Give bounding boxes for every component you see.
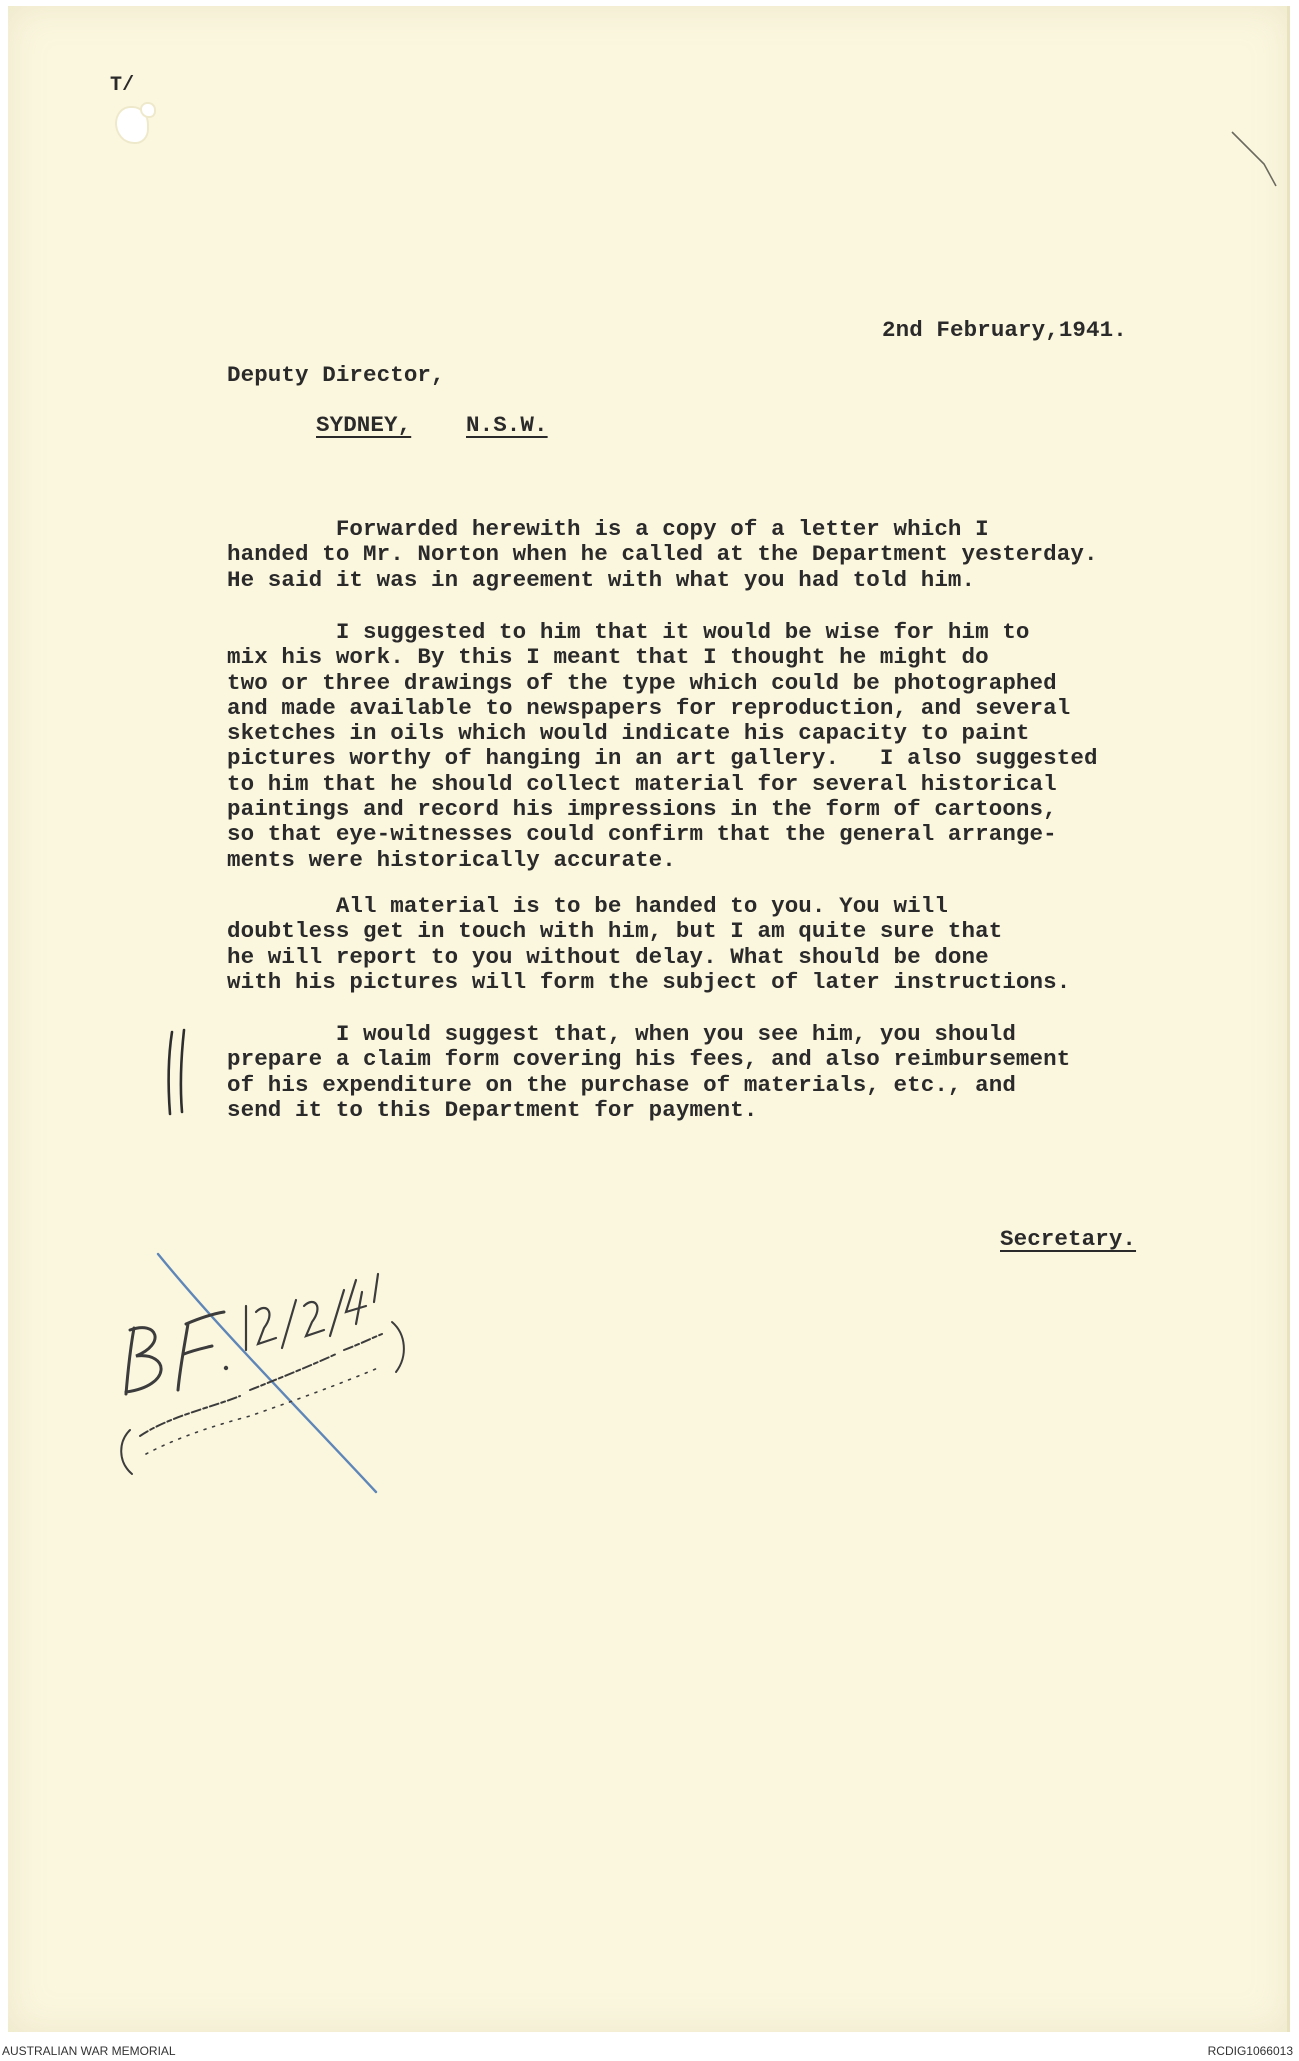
paragraph-2: I suggested to him that it would be wise for him to mix his work. By this I meant that I thought he might do two or three drawings of the type which could be photographed and made available to newspapers for reproduction, and several sketches in oils which would indicate his capacity to paint pictures worthy of hanging in an art gallery. I also suggested to him that he should collect material for several historical paintings and record his impressions in the form of cartoons, so that eye-witnesses could confirm that the general arrange- ments were historically accurate.: [227, 619, 1098, 873]
addressee-city: SYDNEY,: [316, 412, 412, 438]
margin-double-line-mark: [164, 1028, 194, 1118]
letter-page: [8, 6, 1290, 2032]
handwritten-bf-note: [100, 1240, 440, 1500]
letter-date: 2nd February,1941.: [882, 317, 1127, 343]
footer-record-id: RCDIG1066013: [1207, 2044, 1293, 2058]
signature-secretary: Secretary.: [1000, 1226, 1137, 1252]
paragraph-3: All material is to be handed to you. You will doubtless get in touch with him, but I am quite sure that he will report to you without delay. What should be done with his pictures will form the subject of later instructions.: [227, 893, 1071, 995]
paragraph-1: Forwarded herewith is a copy of a letter which I handed to Mr. Norton when he called at the Department yesterday. He said it was in agreement with what you had told him.: [227, 516, 1098, 593]
addressee-state: N.S.W.: [466, 412, 548, 438]
addressee: Deputy Director,: [227, 362, 445, 388]
paper-edge: [1287, 6, 1290, 2032]
reference-mark: T/: [110, 74, 135, 97]
punch-hole-tear: [142, 104, 154, 116]
paragraph-4: I would suggest that, when you see him, you should prepare a claim form covering his fees, and also reimbursement of his expenditure on the purchase of materials, etc., and send it to this Department for payment.: [227, 1021, 1071, 1123]
footer-archive-name: AUSTRALIAN WAR MEMORIAL: [2, 2044, 176, 2058]
corner-crease: [1230, 130, 1280, 190]
